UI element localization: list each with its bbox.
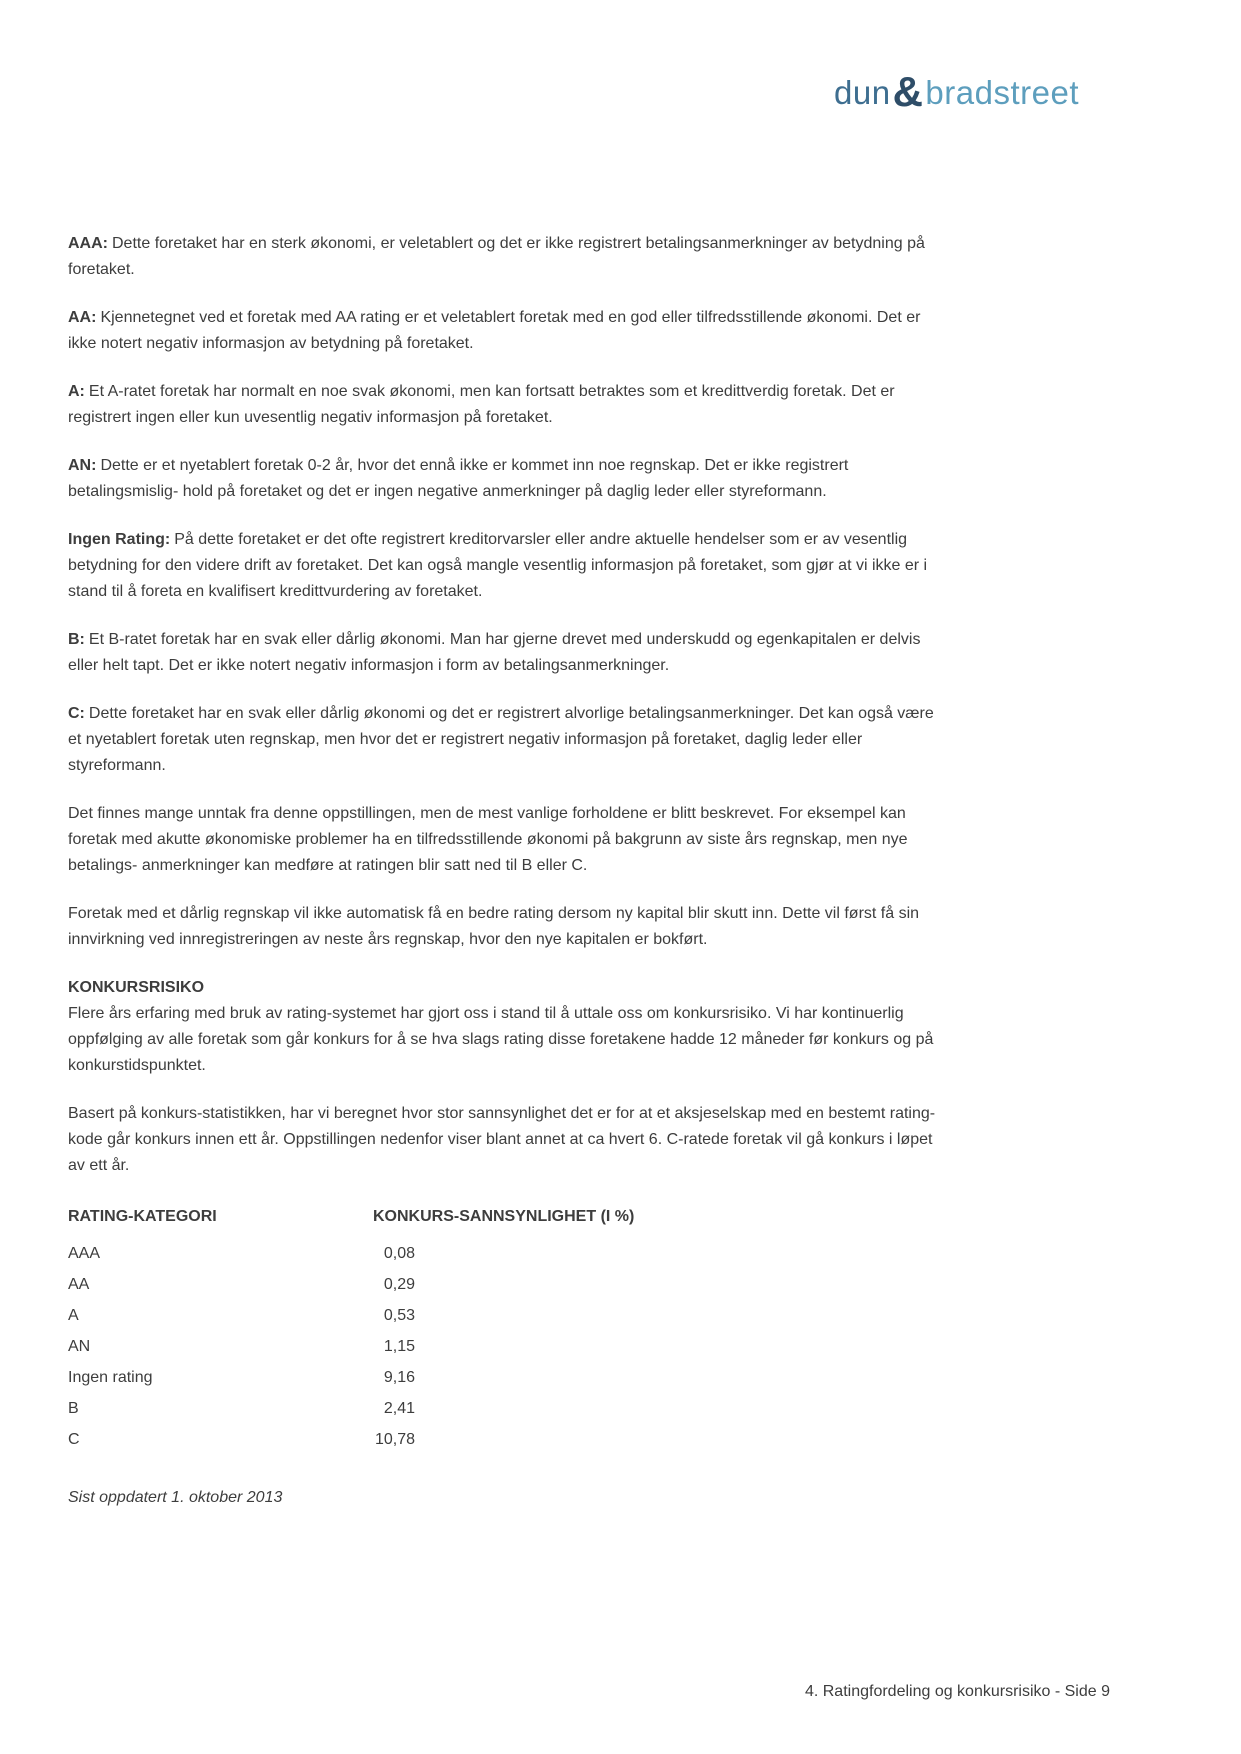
rating-paragraph-ingen-rating [68, 527, 950, 605]
rating-category-cell: AAA [68, 1245, 101, 1262]
rating-category-cell: AN [68, 1338, 91, 1355]
logo-text-dun: dun [834, 74, 891, 111]
page-footer: 4. Ratingfordeling og konkursrisiko - Side 9 [804, 1683, 1110, 1700]
exceptions-paragraph [68, 801, 950, 879]
rating-paragraph-aa [68, 305, 950, 357]
rating-category-cell: Ingen rating [68, 1369, 153, 1386]
paragraph-text: Dette foretaket har en svak eller dårlig økonomi og det er registrert alvorlige betalingsanmerkninger. Det kan også være et nyetablert foretak uten regnskap, men hvor det er registrert negativ informasjon på foretaket, daglig leder eller styreformann. [68, 705, 934, 774]
rating-paragraph-an [68, 453, 950, 505]
probability-cell: 0,53 [383, 1307, 415, 1324]
paragraph-text: Dette foretaket har en sterk økonomi, er veletablert og det er ikke registrert betalingsanmerkninger av betydning på foretaket. [68, 235, 925, 278]
rating-label: Ingen Rating: [68, 531, 171, 548]
table-header-probability: KONKURS-SANNSYNLIGHET (I %) [373, 1208, 635, 1225]
document-body [68, 231, 950, 1511]
new-capital-paragraph [68, 901, 950, 953]
rating-category-cell: A [68, 1307, 79, 1324]
konkursrisiko-paragraph-2: Basert på konkurs-statistikken, har vi beregnet hvor stor sannsynlighet det er for at et aksjeselskap med en bestemt rating-kode går konkurs innen ett år. Oppstillingen nedenfor viser blant annet at ca hvert 6. C-ratede foretak vil gå konkurs i løpet av ett år. [68, 1105, 936, 1174]
table-row [68, 1362, 950, 1393]
probability-cell: 10,78 [374, 1431, 415, 1448]
table-row [68, 1300, 950, 1331]
rating-label: A: [68, 383, 85, 400]
konkursrisiko-section [68, 975, 950, 1079]
table-row [68, 1424, 950, 1455]
logo-text-bradstreet: bradstreet [925, 74, 1079, 111]
table-row [68, 1331, 950, 1362]
rating-paragraph-aaa [68, 231, 950, 283]
probability-cell: 0,29 [383, 1276, 415, 1293]
table-header-row [68, 1201, 950, 1232]
table-row [68, 1393, 950, 1424]
rating-label: AAA: [68, 235, 108, 252]
rating-category-cell: B [68, 1400, 79, 1417]
rating-label: B: [68, 631, 85, 648]
rating-category-cell: AA [68, 1276, 90, 1293]
paragraph-text: Kjennetegnet ved et foretak med AA rating er et veletablert foretak med en god eller tilfredsstillende økonomi. Det er ikke notert negativ informasjon av betydning på foretaket. [68, 309, 921, 352]
section-heading-konkursrisiko: KONKURSRISIKO [68, 979, 205, 996]
probability-cell: 0,08 [383, 1245, 415, 1262]
paragraph-text: Et A-ratet foretak har normalt en noe svak økonomi, men kan fortsatt betraktes som et kredittverdig foretak. Det er registrert ingen eller kun uvesentlig negativ informasjon på foretaket. [68, 383, 895, 426]
konkursrisiko-paragraph-1: Flere års erfaring med bruk av rating-systemet har gjort oss i stand til å uttale oss om konkursrisiko. Vi har kontinuerlig oppfølging av alle foretak som går konkurs for å se hva slags rating disse foretakene hadde 12 måneder før konkurs og på konkurstidspunktet. [68, 1005, 934, 1074]
last-updated-note: Sist oppdatert 1. oktober 2013 [68, 1489, 283, 1506]
probability-cell: 9,16 [383, 1369, 415, 1386]
table-row [68, 1238, 950, 1269]
rating-label: AA: [68, 309, 97, 326]
rating-paragraph-c [68, 701, 950, 779]
paragraph-text: Et B-ratet foretak har en svak eller dårlig økonomi. Man har gjerne drevet med underskudd og egenkapitalen er delvis eller helt tapt. Det er ikke notert negativ informasjon i form av betalingsanmerkninger. [68, 631, 921, 674]
paragraph-text: Det finnes mange unntak fra denne oppstillingen, men de mest vanlige forholdene er blitt beskrevet. For eksempel kan foretak med akutte økonomiske problemer ha en tilfredsstillende økonomi på bakgrunn av siste års regnskap, men nye betalings- anmerkninger kan medføre at ratingen blir satt ned til B eller C. [68, 805, 908, 874]
table-row [68, 1269, 950, 1300]
paragraph-text: På dette foretaket er det ofte registrert kreditorvarsler eller andre aktuelle hendelser som er av vesentlig betydning for den videre drift av foretaket. Det kan også mangle vesentlig informasjon på foretaket, som gjør at vi ikke er i stand til å foreta en kvalifisert kredittvurdering av foretaket. [68, 531, 928, 600]
dnb-logo [834, 68, 1079, 115]
paragraph-text: Foretak med et dårlig regnskap vil ikke automatisk få en bedre rating dersom ny kapital blir skutt inn. Dette vil først få sin innvirkning ved innregistreringen av neste års regnskap, hvor den nye kapitalen er bokført. [68, 905, 920, 948]
probability-cell: 1,15 [383, 1338, 415, 1355]
paragraph-text: Dette er et nyetablert foretak 0-2 år, hvor det ennå ikke er kommet inn noe regnskap. Det er ikke registrert betalingsmislig- hold på foretaket og det er ingen negative anmerkninger på daglig leder eller styreformann. [68, 457, 849, 500]
probability-cell: 2,41 [383, 1400, 415, 1417]
table-header-category: RATING-KATEGORI [68, 1208, 217, 1225]
rating-label: AN: [68, 457, 97, 474]
rating-paragraph-a [68, 379, 950, 431]
rating-label: C: [68, 705, 85, 722]
logo-ampersand-icon: & [892, 68, 924, 115]
rating-probability-table [68, 1201, 950, 1455]
rating-category-cell: C [68, 1431, 80, 1448]
rating-paragraph-b [68, 627, 950, 679]
